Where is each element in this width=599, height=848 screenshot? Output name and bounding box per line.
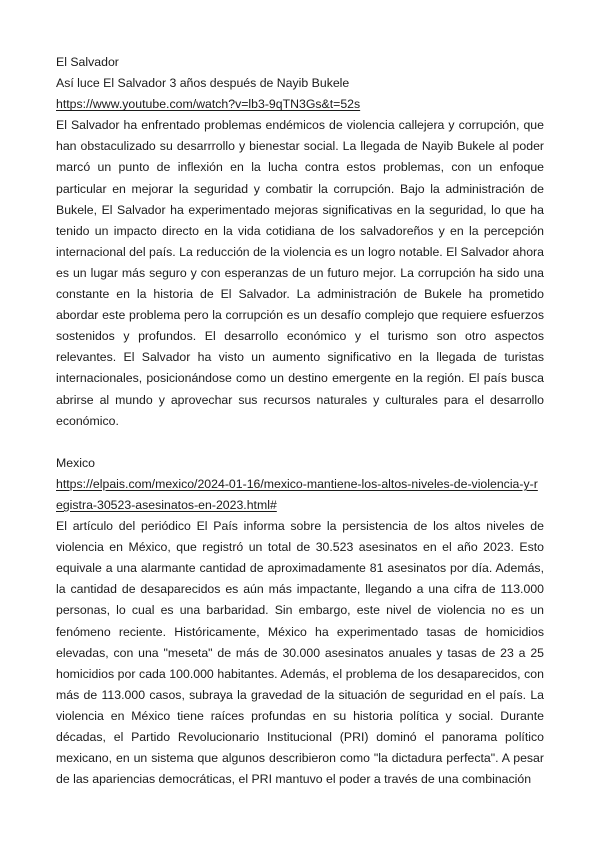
youtube-link[interactable]: https://www.youtube.com/watch?v=lb3-9qTN3Gs&t=52s <box>56 97 361 112</box>
video-title: Así luce El Salvador 3 años después de Nayib Bukele <box>56 76 350 91</box>
section-heading-el-salvador: El Salvador <box>56 55 119 69</box>
elpais-article-link[interactable]: https://elpais.com/mexico/2024-01-16/mexico-mantiene-los-altos-niveles-de-violencia-y-registra-30523-asesinatos-en-2023.html# <box>56 476 538 512</box>
mexico-paragraph: El artículo del periódico El País informa sobre la persistencia de los altos niveles de violencia en México, que registró un total de 30.523 asesinatos en el año 2023. Esto equivale a una alarmante cantidad de aproximadamente 81 asesinatos por día. Además, la cantidad de desaparecidos es aún más impactante, llegando a una cifra de 113.000 personas, lo cual es una barbaridad. Sin embargo, este nivel de violencia no es un fenómeno reciente. Históricamente, México ha experimentado tasas de homicidios elevadas, con una "meseta" de más de 30.000 asesinatos anuales y tasas de 23 a 25 homicidios por cada 100.000 habitantes. Además, el problema de los desaparecidos, con más de 113.000 casos, subraya la gravedad de la situación de seguridad en el país. La violencia en México tiene raíces profundas en su historia política y social. Durante décadas, el Partido Revolucionario Institucional (PRI) dominó el panorama político mexicano, en un sistema que algunos describieron como "la dictadura perfecta". A pesar de las apariencias democráticas, el PRI mantuvo el poder a través de una combinación <box>56 519 544 787</box>
section-heading-mexico: Mexico <box>56 455 95 470</box>
el-salvador-paragraph: El Salvador ha enfrentado problemas endémicos de violencia callejera y corrupción, que han obstaculizado su desarrrollo y bienestar social. La llegada de Nayib Bukele al poder marcó un punto de inflexión en la lucha contra estos problemas, con un enfoque particular en mejorar la seguridad y combatir la corrupción. Bajo la administración de Bukele, El Salvador ha experimentado mejoras significativas en la seguridad, lo que ha tenido un impacto directo en la vida cotidiana de los salvadoreños y en la percepción internacional del país. La reducción de la violencia es un logro notable. El Salvador ahora es un lugar más seguro y con esperanzas de un futuro mejor. La corrupción ha sido una constante en la historia de El Salvador. La administración de Bukele ha prometido abordar este problema pero la corrupción es un desafío complejo que requiere esfuerzos sostenidos y profundos. El desarrollo económico y el turismo son otro aspectos relevantes. El Salvador ha visto un aumento significativo en la llegada de turistas internacionales, posicionándose como un destino emergente en la región. El país busca abrirse al mundo y aprovechar sus recursos naturales y culturales para el desarrollo económico. <box>56 118 544 428</box>
document-page <box>56 52 544 790</box>
section-spacer <box>56 432 544 453</box>
